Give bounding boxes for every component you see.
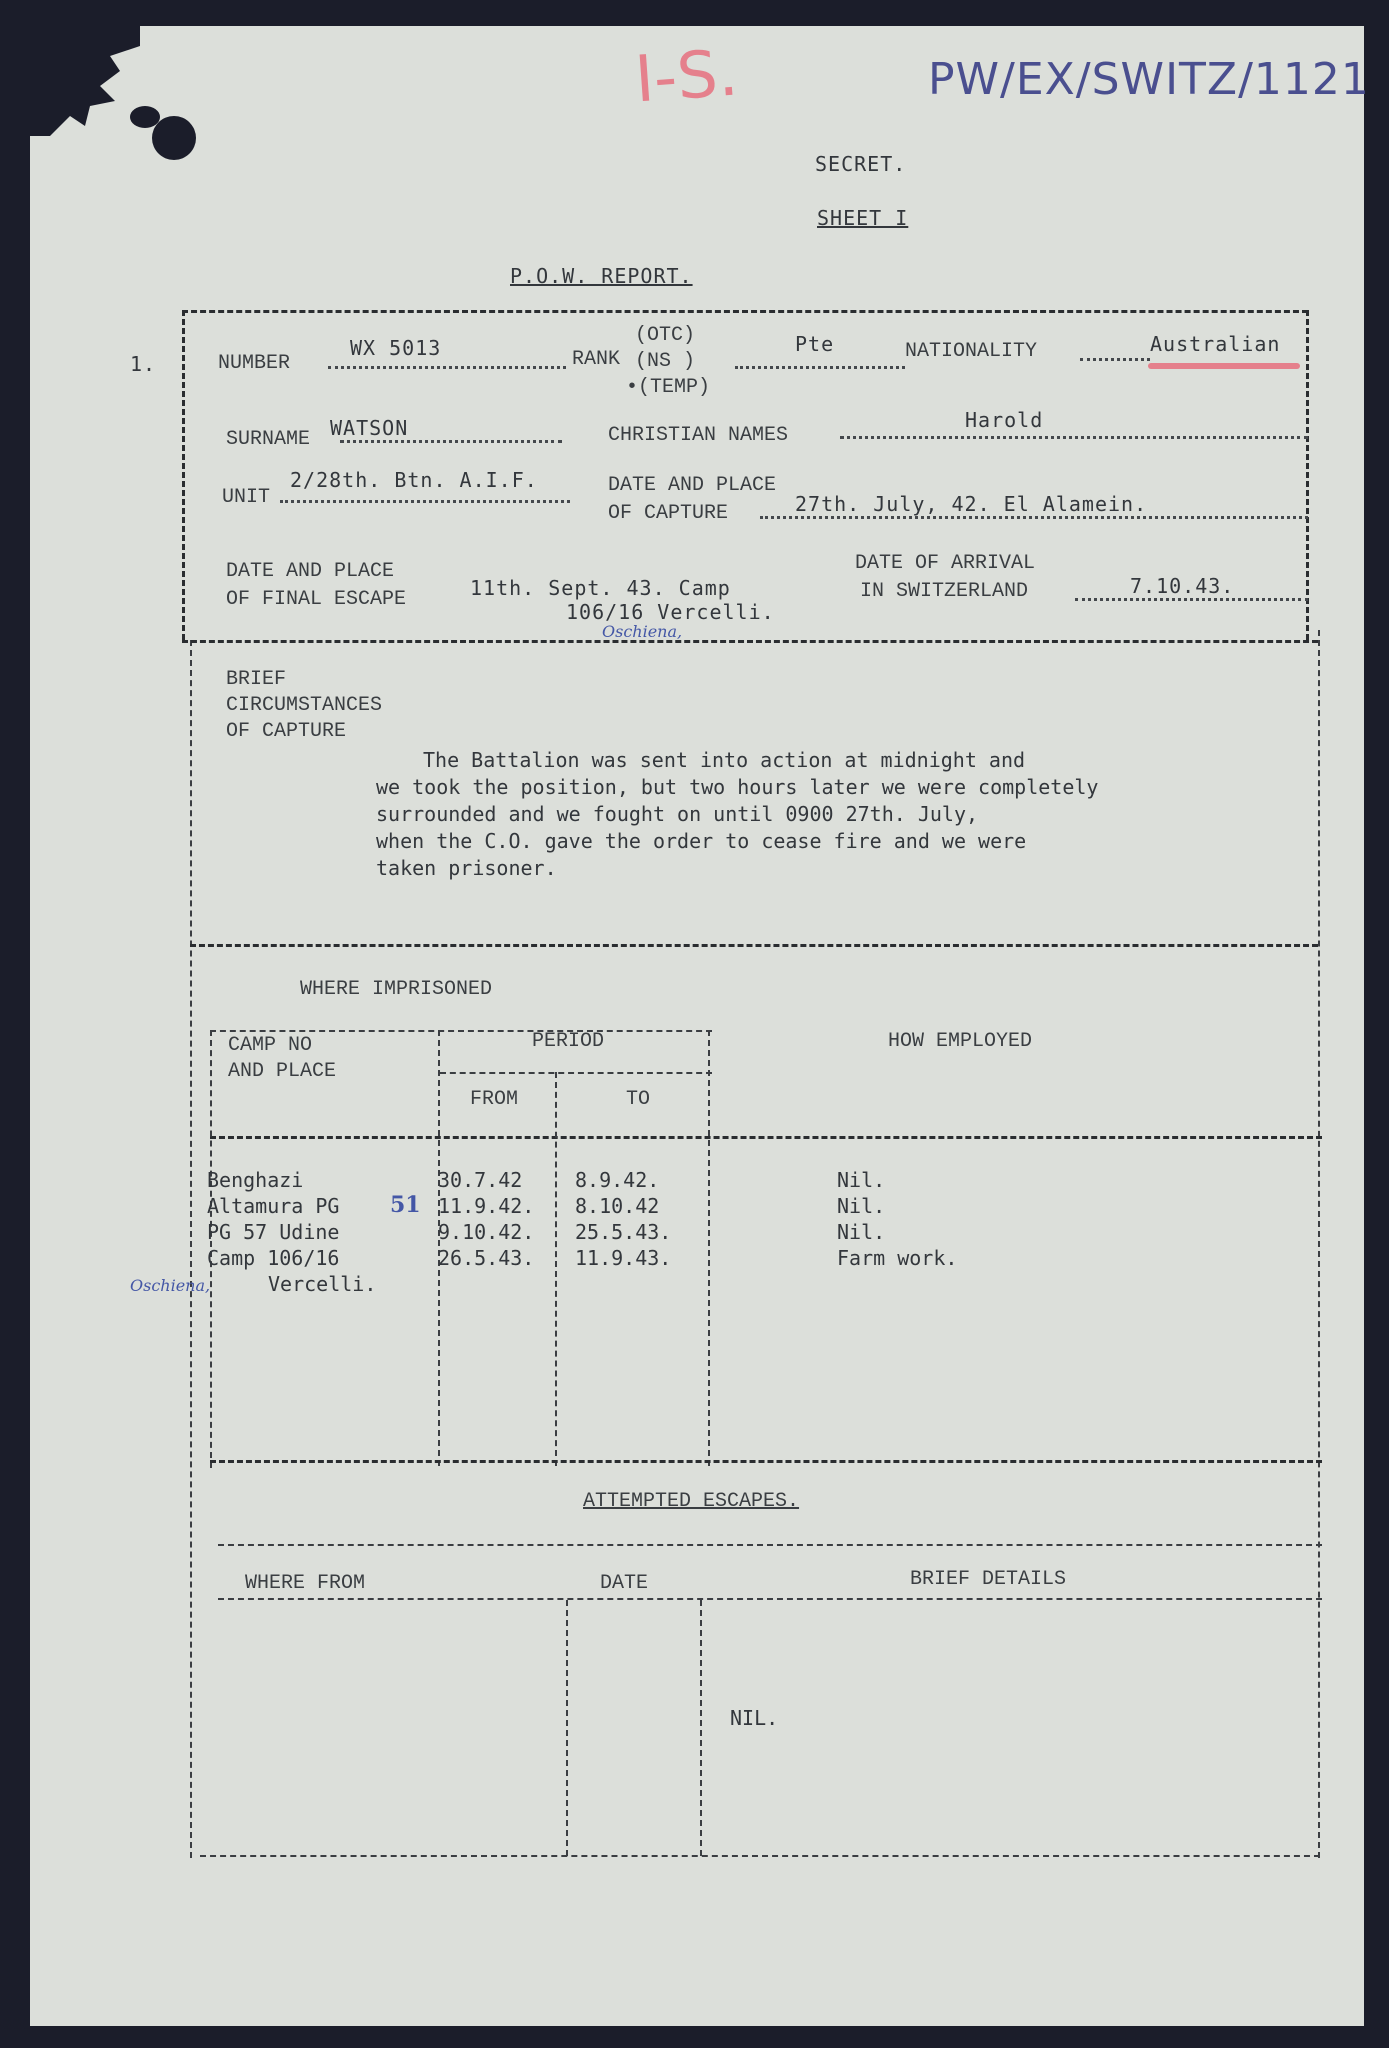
number-label: NUMBER [218, 352, 291, 375]
nationality-label: NATIONALITY [905, 340, 1038, 363]
punch-hole-tear [130, 106, 160, 128]
frame-left-lower [190, 640, 192, 1858]
capture-value: 27th. July, 42. El Alamein. [795, 492, 1148, 516]
rank-label: RANK [572, 348, 621, 371]
from-row-2: 11.9.42. [438, 1194, 535, 1218]
document-page [30, 26, 1364, 2026]
from-row-1: 30.7.42 [438, 1168, 523, 1192]
reference-stamp: PW/EX/SWITZ/1121 [928, 54, 1370, 105]
escape-value-line-2: 106/16 Vercelli. [566, 600, 775, 624]
rank-option-otc: (OTC) [635, 324, 696, 347]
capture-circ-label-2: CIRCUMSTANCES [226, 694, 383, 717]
arrival-label-1: DATE OF ARRIVAL [855, 552, 1036, 575]
capture-circ-label-3: OF CAPTURE [226, 720, 347, 743]
camp-row-3: PG 57 Udine [207, 1220, 340, 1244]
from-row-4: 26.5.43. [438, 1246, 535, 1270]
employed-row-2: Nil. [837, 1194, 886, 1218]
escape-annotation: Oschiena, [602, 622, 683, 641]
col-camp-2: AND PLACE [228, 1060, 337, 1083]
col-employed: HOW EMPLOYED [888, 1030, 1033, 1053]
capture-circ-label-1: BRIEF [226, 668, 287, 691]
camp-row-1: Benghazi [207, 1168, 304, 1192]
escapes-bottom-line [200, 1855, 1320, 1857]
escapes-title: ATTEMPTED ESCAPES. [583, 1490, 800, 1513]
capture-label-2: OF CAPTURE [608, 502, 729, 525]
christian-names-dots [840, 436, 1308, 439]
arrival-value: 7.10.43. [1130, 574, 1235, 598]
capture-label-1: DATE AND PLACE [608, 474, 777, 497]
escapes-header-top [218, 1544, 1322, 1546]
frame-right-lower [1318, 630, 1320, 1858]
to-row-4: 11.9.43. [575, 1246, 672, 1270]
capture-dots [760, 516, 1308, 519]
imprisoned-title: WHERE IMPRISONED [300, 978, 493, 1001]
imprisoned-header-top [210, 1030, 712, 1032]
col-period: PERIOD [532, 1030, 605, 1053]
rank-value: Pte [795, 332, 835, 356]
frame-top [182, 310, 1308, 313]
col-divider-from [555, 1072, 557, 1466]
nationality-value: Australian [1150, 332, 1281, 356]
camp-row-2-annotation: 51 [390, 1192, 421, 1218]
rank-option-temp: •(TEMP) [626, 376, 711, 399]
capture-text-line-4: when the C.O. gave the order to cease fire and we were [376, 829, 1027, 853]
capture-text-line-1: The Battalion was sent into action at midnight and [423, 748, 1026, 772]
escape-value-line-1: 11th. Sept. 43. Camp [470, 576, 731, 600]
camp-row-4-continued: Vercelli. [268, 1272, 377, 1296]
section-number: 1. [130, 352, 157, 376]
col-to: TO [626, 1088, 651, 1111]
unit-value: 2/28th. Btn. A.I.F. [290, 468, 538, 492]
escapes-col-where: WHERE FROM [245, 1572, 366, 1595]
imprisoned-header-bottom [210, 1136, 1322, 1139]
period-split-line [440, 1072, 712, 1074]
surname-label: SURNAME [226, 428, 311, 451]
number-dots [328, 366, 566, 369]
unit-dots [280, 500, 570, 503]
employed-row-1: Nil. [837, 1168, 886, 1192]
unit-label: UNIT [222, 486, 271, 509]
employed-row-3: Nil. [837, 1220, 886, 1244]
col-from: FROM [470, 1088, 519, 1111]
escape-label-2: OF FINAL ESCAPE [226, 588, 407, 611]
employed-row-4: Farm work. [837, 1246, 958, 1270]
from-row-3: 9.10.42. [438, 1220, 535, 1244]
arrival-dots [1075, 598, 1308, 601]
col-camp-1: CAMP NO [228, 1034, 313, 1057]
escapes-header-bottom [218, 1598, 1322, 1600]
escapes-col-divider-1 [566, 1600, 568, 1856]
frame-left [182, 310, 185, 640]
number-value: WX 5013 [350, 336, 442, 360]
imprisoned-bottom-line [210, 1460, 1322, 1463]
torn-corner [30, 26, 140, 136]
escapes-col-details: BRIEF DETAILS [910, 1568, 1067, 1591]
col-divider-to [708, 1030, 710, 1466]
camp-row-4: Camp 106/16 [207, 1246, 340, 1270]
report-title: P.O.W. REPORT. [510, 264, 693, 288]
punch-hole [152, 116, 196, 160]
capture-bottom-line [190, 944, 1318, 947]
capture-text-line-3: surrounded and we fought on until 0900 27th. July, [376, 802, 979, 826]
nationality-dots [1080, 358, 1150, 361]
personal-bottom-line [182, 640, 1318, 643]
rank-dots [735, 366, 905, 369]
to-row-2: 8.10.42 [575, 1194, 660, 1218]
capture-text-line-5: taken prisoner. [376, 856, 557, 880]
nationality-red-underline [1148, 363, 1300, 369]
camp-row-2: Altamura PG [207, 1194, 340, 1218]
frame-right [1306, 310, 1309, 640]
classification: SECRET. [815, 152, 907, 176]
handwritten-mark: I-S. [632, 36, 741, 118]
christian-names-value: Harold [965, 408, 1044, 432]
capture-text-line-2: we took the position, but two hours later we were completely [376, 775, 1099, 799]
surname-value: WATSON [330, 416, 409, 440]
to-row-1: 8.9.42. [575, 1168, 660, 1192]
escapes-col-divider-2 [700, 1600, 702, 1856]
camp-extra-annotation: Oschiena, [130, 1276, 211, 1295]
christian-names-label: CHRISTIAN NAMES [608, 424, 789, 447]
rank-option-ns: (NS ) [635, 350, 696, 373]
sheet-number: SHEET I [817, 206, 909, 230]
arrival-label-2: IN SWITZERLAND [860, 580, 1029, 603]
escapes-value: NIL. [730, 1706, 779, 1730]
escapes-col-date: DATE [600, 1572, 649, 1595]
to-row-3: 25.5.43. [575, 1220, 672, 1244]
surname-dots [340, 440, 562, 443]
escape-label-1: DATE AND PLACE [226, 560, 395, 583]
